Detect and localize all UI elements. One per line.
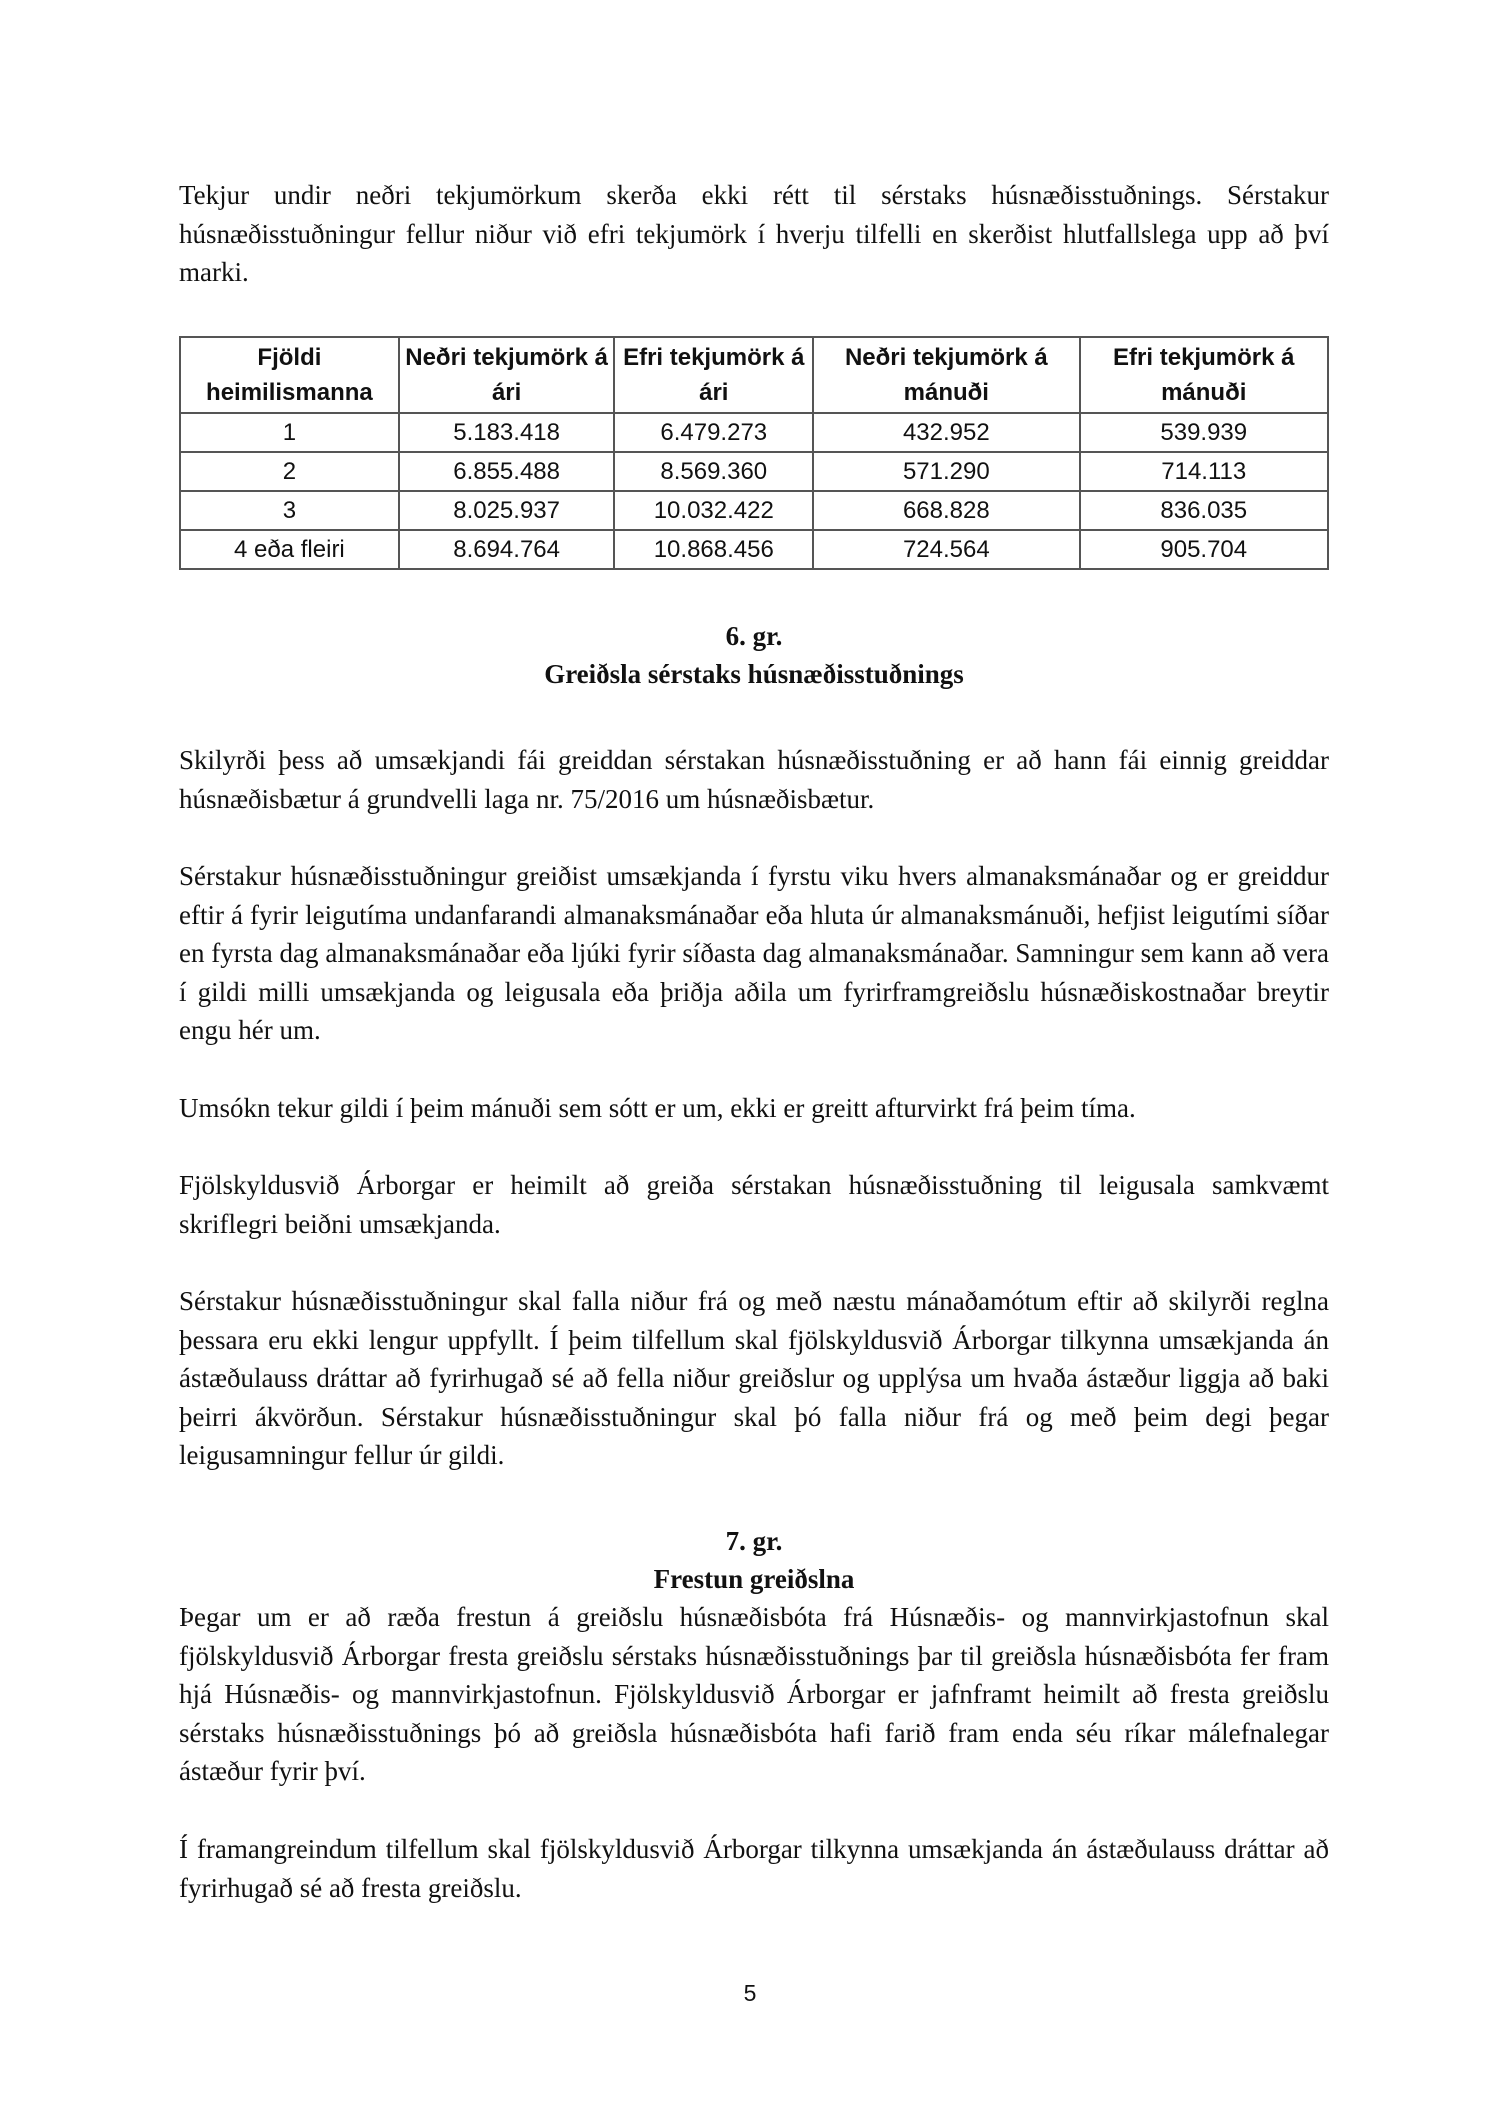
section6-paragraph-5: Sérstakur húsnæðisstuðningur skal falla niður frá og með næstu mánaðamótum eftir að skilyrði reglna þessara eru ekki lengur uppfyllt. Í þeim tilfellum skal fjölskyldusvið Árborgar tilkynna umsækjanda án ástæðulauss dráttar að fyrirhugað sé að fella niður greiðslur og upplýsa um hvaða ástæður liggja að baki þeirri ákvörðun. Sérstakur húsnæðisstuðningur skal þó falla niður frá og með þeim degi þegar leigusamningur fellur úr gildi. [179,1286,1329,1470]
section7-paragraph-2: Í framangreindum tilfellum skal fjölskyldusvið Árborgar tilkynna umsækjanda án ástæðulauss dráttar að fyrirhugað sé að fresta greiðslu. [179,1834,1329,1903]
table-cell: 836.035 [1080,491,1328,530]
table-cell: 6.855.488 [399,452,615,491]
header-lower-annual: Neðri tekjumörk á ári [399,337,615,413]
section7-title: Frestun greiðslna [653,1564,855,1594]
table-cell: 1 [180,413,399,452]
section6-paragraph-3: Umsókn tekur gildi í þeim mánuði sem sótt er um, ekki er greitt afturvirkt frá þeim tíma. [179,1093,1136,1123]
table-cell: 8.569.360 [614,452,813,491]
page-number: 5 [743,1980,757,2006]
section6-paragraph-1: Skilyrði þess að umsækjandi fái greiddan sérstakan húsnæðisstuðning er að hann fái einnig greiddar húsnæðisbætur á grundvelli laga nr. 75/2016 um húsnæðisbætur. [179,745,1329,814]
table-cell: 905.704 [1080,530,1328,569]
header-upper-monthly: Efri tekjumörk á mánuði [1080,337,1328,413]
table-cell: 724.564 [813,530,1079,569]
table-row [180,413,1328,452]
section6-heading [179,617,1329,693]
table-cell: 714.113 [1080,452,1328,491]
table-cell: 4 eða fleiri [180,530,399,569]
table-cell: 3 [180,491,399,530]
section6-number: 6. gr. [725,621,783,651]
table-cell: 10.868.456 [614,530,813,569]
table-cell: 432.952 [813,413,1079,452]
header-upper-annual: Efri tekjumörk á ári [614,337,813,413]
section6-paragraph-2: Sérstakur húsnæðisstuðningur greiðist umsækjanda í fyrstu viku hvers almanaksmánaðar og er greiddur eftir á fyrir leigutíma undanfarandi almanaksmánaðar eða hluta úr almanaksmánuði, hefjist leigutími síðar en fyrsta dag almanaksmánaðar eða ljúki fyrir síðasta dag almanaksmánaðar. Samningur sem kann að vera í gildi milli umsækjanda og leigusala eða þriðja aðila um fyrirframgreiðslu húsnæðiskostnaðar breytir engu hér um. [179,861,1329,1045]
section7-number: 7. gr. [725,1526,783,1556]
income-limits-table [179,336,1329,570]
header-household-size: Fjöldi heimilismanna [180,337,399,413]
table-cell: 8.025.937 [399,491,615,530]
table-row [180,530,1328,569]
section6-paragraph-4: Fjölskyldusvið Árborgar er heimilt að greiða sérstakan húsnæðisstuðning til leigusala samkvæmt skriflegri beiðni umsækjanda. [179,1170,1329,1239]
table-cell: 6.479.273 [614,413,813,452]
table-cell: 571.290 [813,452,1079,491]
table-cell: 2 [180,452,399,491]
table-row [180,491,1328,530]
table-header-row [180,337,1328,413]
table-cell: 539.939 [1080,413,1328,452]
section7-paragraph-1: Þegar um er að ræða frestun á greiðslu húsnæðisbóta frá Húsnæðis- og mannvirkjastofnun skal fjölskyldusvið Árborgar fresta greiðslu sérstaks húsnæðisstuðnings þar til greiðsla húsnæðisbóta fer fram hjá Húsnæðis- og mannvirkjastofnun. Fjölskyldusvið Árborgar er jafnframt heimilt að fresta greiðslu sérstaks húsnæðisstuðnings þó að greiðsla húsnæðisbóta hafi farið fram enda séu ríkar málefnalegar ástæður fyrir því. [179,1602,1329,1786]
intro-paragraph: Tekjur undir neðri tekjumörkum skerða ekki rétt til sérstaks húsnæðisstuðnings. Sérstakur húsnæðisstuðningur fellur niður við efri tekjumörk í hverju tilfelli en skerðist hlutfallslega upp að því marki. [179,180,1329,287]
section7-heading [179,1522,1329,1598]
section6-title: Greiðsla sérstaks húsnæðisstuðnings [544,659,964,689]
table-row [180,452,1328,491]
table-cell: 8.694.764 [399,530,615,569]
table-cell: 668.828 [813,491,1079,530]
header-lower-monthly: Neðri tekjumörk á mánuði [813,337,1079,413]
table-cell: 10.032.422 [614,491,813,530]
table-cell: 5.183.418 [399,413,615,452]
